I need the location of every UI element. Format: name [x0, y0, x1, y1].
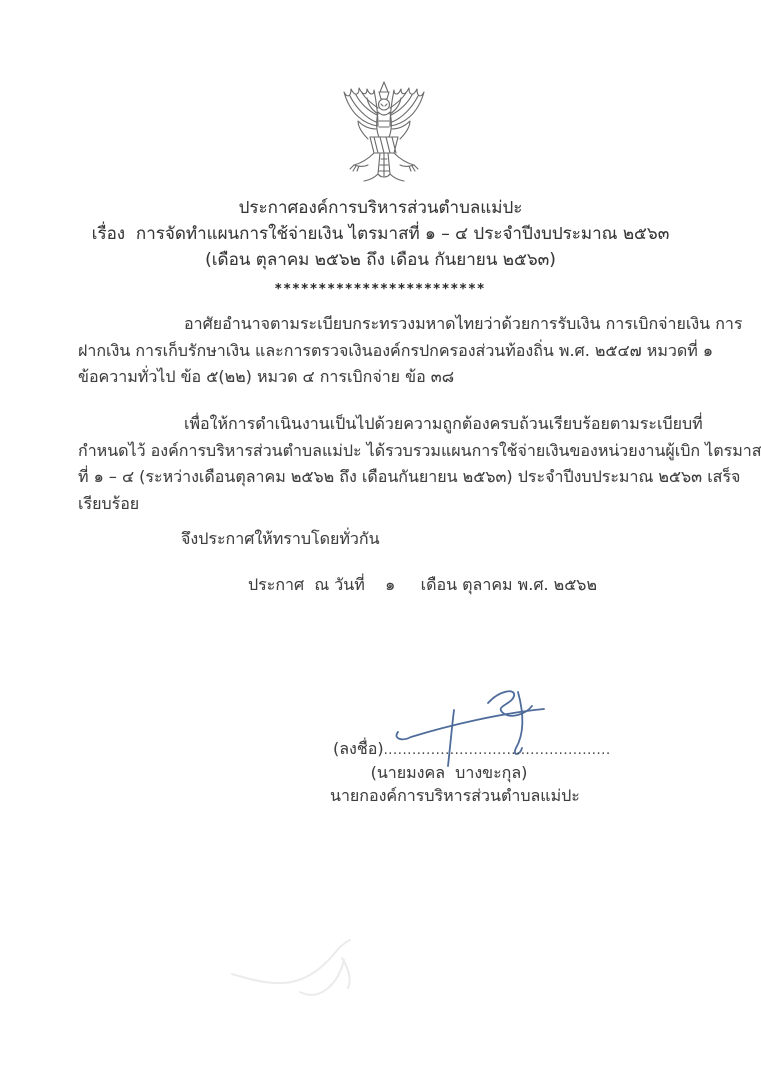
paragraph-line: ฝากเงิน การเก็บรักษาเงิน และการตรวจเงินองค์กรปกครองส่วนท้องถิ่น พ.ศ. ๒๕๔๗ หมวดที่ ๑: [78, 340, 714, 360]
document-header: [0, 195, 761, 303]
paper-crease-mark: [222, 912, 432, 1027]
paragraph-plan: [78, 411, 761, 517]
signature-dotted-line: ................................................: [383, 743, 611, 758]
star-divider: ************************: [274, 282, 487, 297]
signature-label: (ลงชื่อ): [333, 739, 384, 758]
signature-row: [333, 737, 611, 762]
paragraph-line: ที่ ๑ – ๔ (ระหว่างเดือนตุลาคม ๒๕๖๒ ถึง เดือนกันยายน ๒๕๖๓) ประจำปีงบประมาณ ๒๕๖๓ เสร็จ: [78, 467, 741, 486]
paragraph-line: ข้อความทั่วไป ข้อ ๕(๒๒) หมวด ๔ การเบิกจ่าย ข้อ ๓๘: [78, 367, 455, 386]
paragraph-line: เพื่อให้การดำเนินงานเป็นไปด้วยความถูกต้องครบถ้วนเรียบร้อยตามระเบียบที่: [184, 414, 703, 433]
announcement-date-line: ประกาศ ณ วันที่ ๑ เดือน ตุลาคม พ.ศ. ๒๕๖๒: [248, 575, 597, 594]
paragraph-authority: [78, 311, 743, 391]
garuda-emblem: [324, 80, 444, 186]
org-title: ประกาศองค์การบริหารส่วนตำบลแม่ปะ: [238, 198, 523, 218]
period-line: (เดือน ตุลาคม ๒๕๖๒ ถึง เดือน กันยายน ๒๕๖๓): [205, 250, 556, 270]
subject-line: เรื่อง การจัดทำแผนการใช้จ่ายเงิน ไตรมาสที่ ๑ – ๔ ประจำปีงบประมาณ ๒๕๖๓: [91, 224, 670, 244]
signer-name: (นายมงคล บางขะกุล): [370, 763, 528, 782]
signer-position: นายกองค์การบริหารส่วนตำบลแม่ปะ: [330, 786, 580, 805]
paragraph-line: เรียบร้อย: [78, 493, 140, 513]
paragraph-line: กำหนดไว้ องค์การบริหารส่วนตำบลแม่ปะ ได้รวบรวมแผนการใช้จ่ายเงินของหน่วยงานผู้เบิก ไตรมาส: [78, 440, 761, 460]
paragraph-line: อาศัยอำนาจตามระเบียบกระทรวงมหาดไทยว่าด้วยการรับเงิน การเบิกจ่ายเงิน การ: [184, 314, 743, 333]
closing-line: จึงประกาศให้ทราบโดยทั่วกัน: [181, 529, 380, 548]
